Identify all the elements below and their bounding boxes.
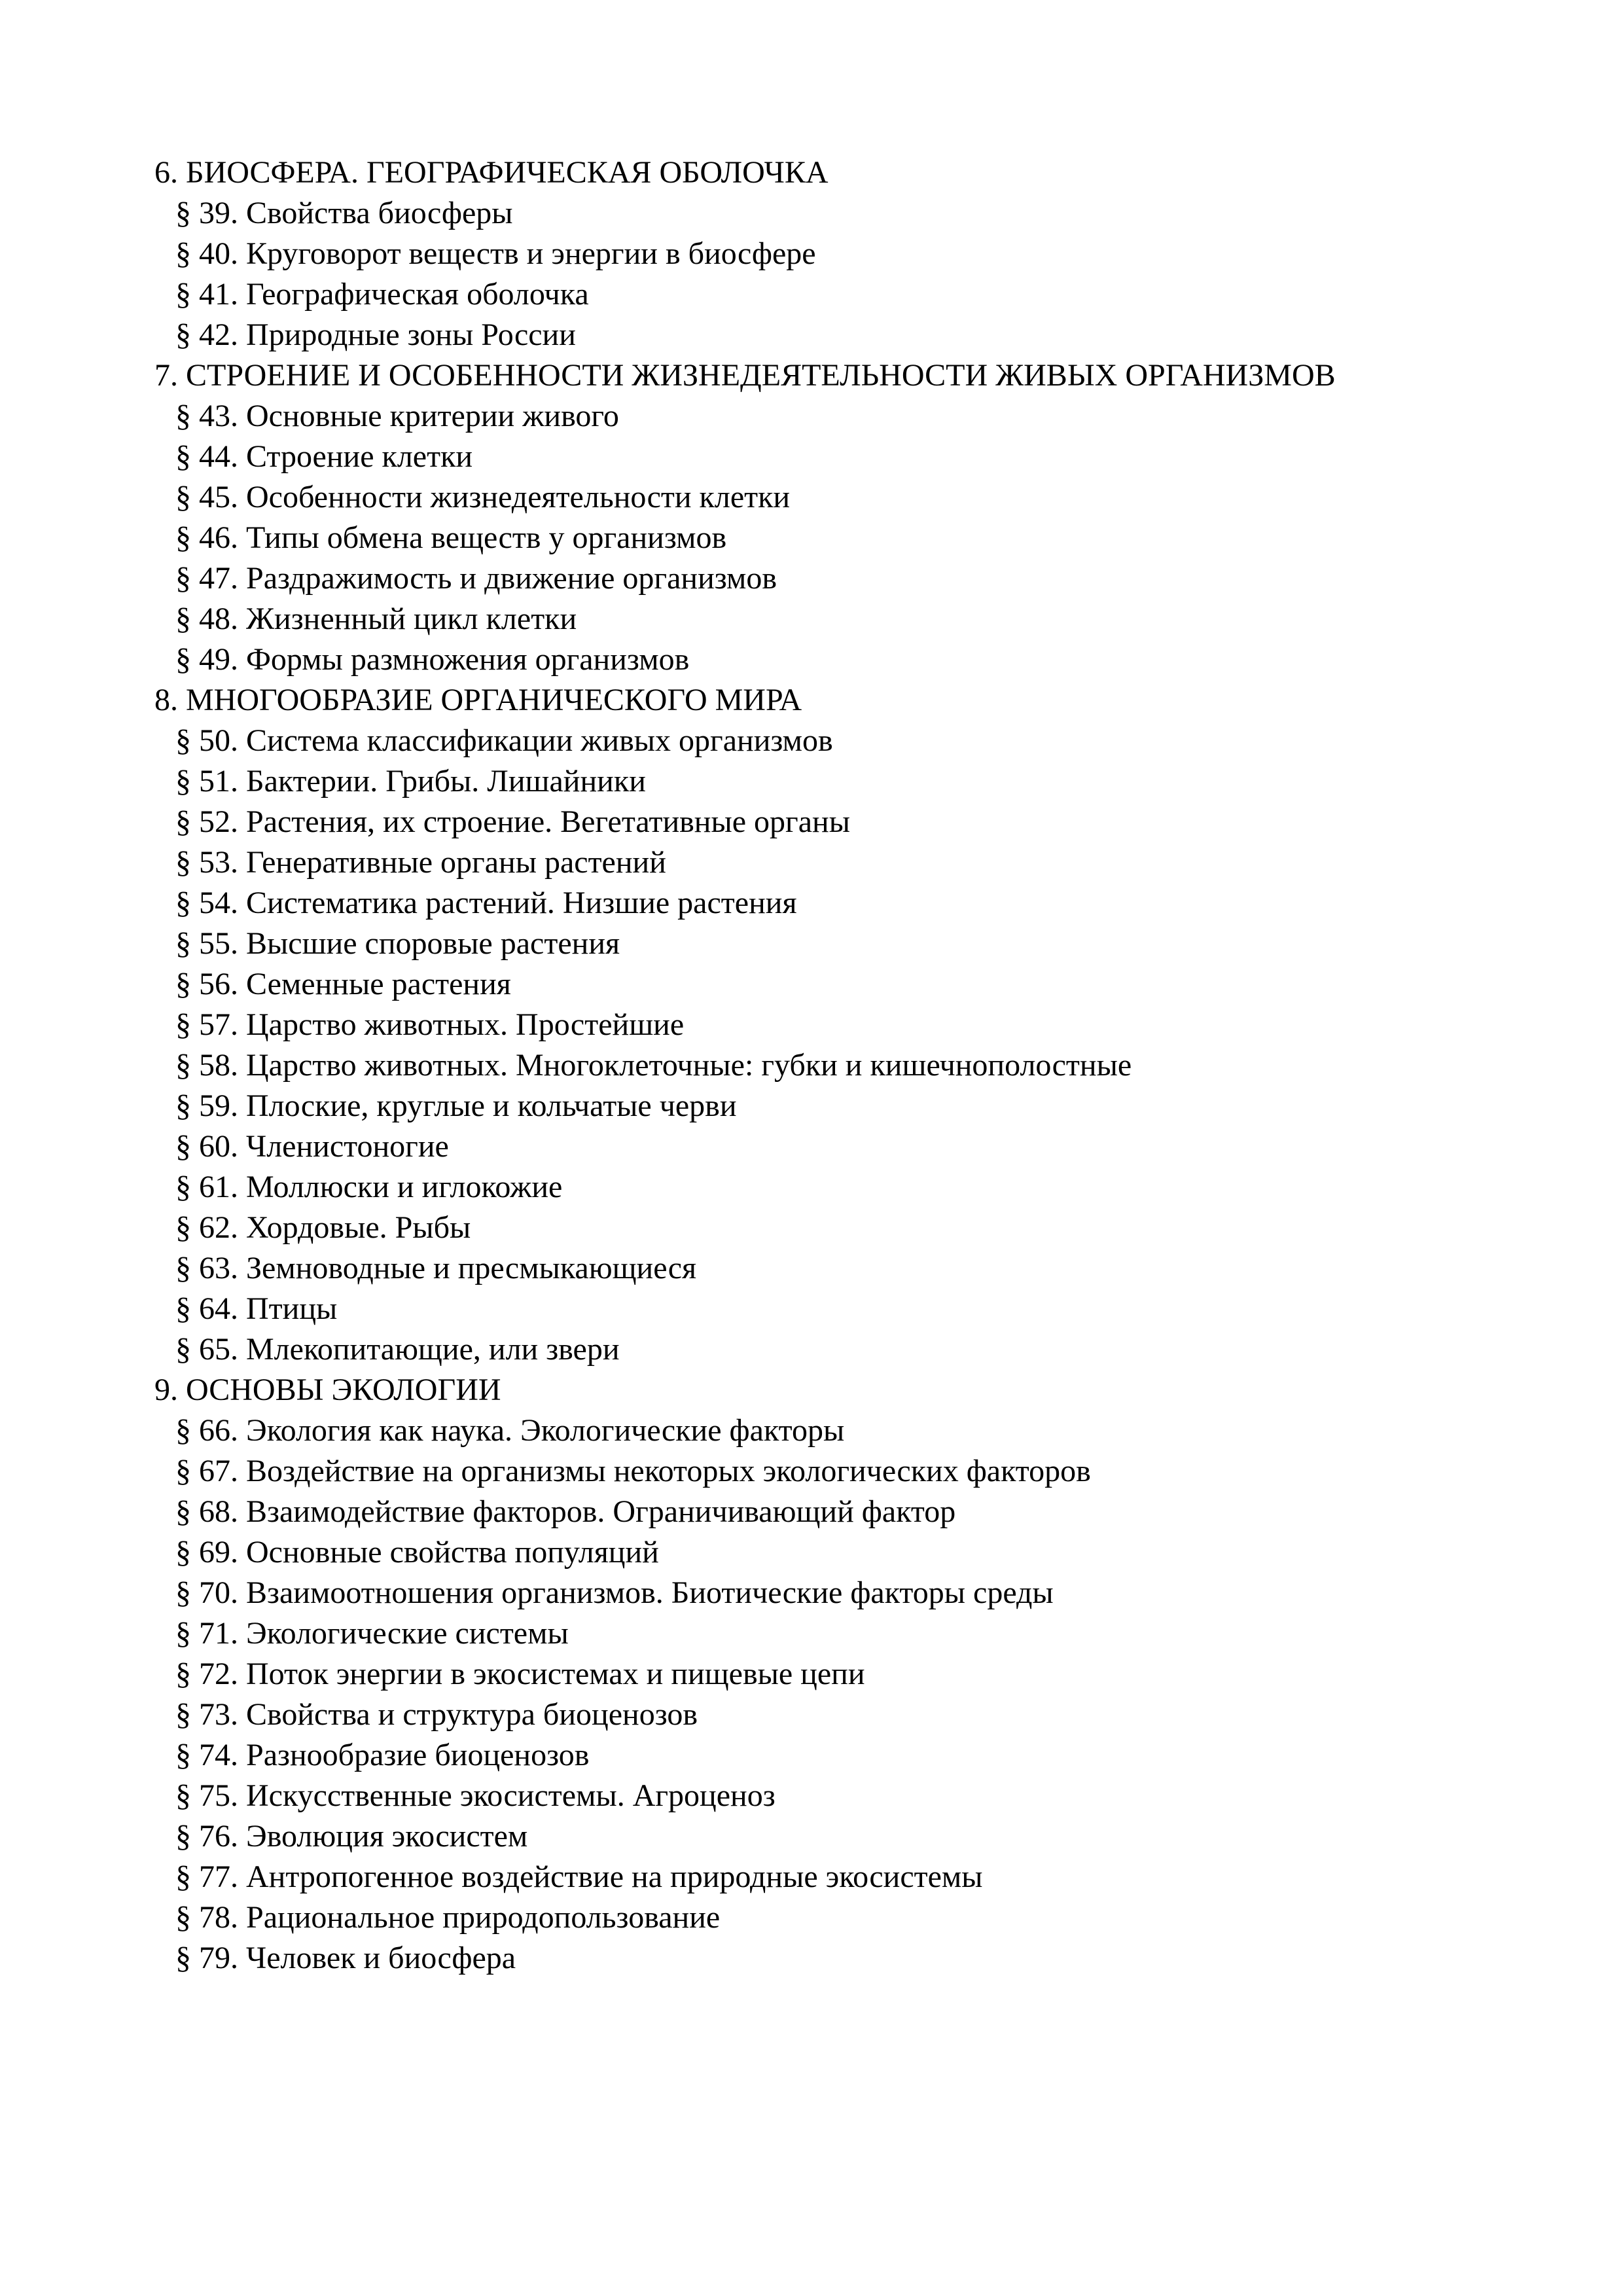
- section-item: § 39. Свойства биосферы: [175, 196, 513, 230]
- section-item: § 42. Природные зоны России: [175, 317, 576, 352]
- section-item: § 40. Круговорот веществ и энергии в биосфере: [175, 236, 816, 271]
- chapter-7: [154, 355, 1529, 680]
- section-item: § 48. Жизненный цикл клетки: [175, 601, 577, 636]
- chapter-title: 6. БИОСФЕРА. ГЕОГРАФИЧЕСКАЯ ОБОЛОЧКА: [154, 155, 829, 190]
- section-item: § 52. Растения, их строение. Вегетативные органы: [175, 804, 850, 839]
- section-item: § 70. Взаимоотношения организмов. Биотические факторы среды: [175, 1575, 1054, 1610]
- chapter-6: [154, 152, 1529, 355]
- section-item: § 65. Млекопитающие, или звери: [175, 1332, 620, 1367]
- section-item: § 53. Генеративные органы растений: [175, 845, 666, 880]
- section-item: § 76. Эволюция экосистем: [175, 1819, 528, 1854]
- chapter-title: 9. ОСНОВЫ ЭКОЛОГИИ: [154, 1372, 501, 1407]
- section-item: § 77. Антропогенное воздействие на природные экосистемы: [175, 1859, 983, 1894]
- section-list: [154, 193, 1529, 355]
- section-item: § 43. Основные критерии живого: [175, 399, 619, 433]
- section-item: § 45. Особенности жизнедеятельности клетки: [175, 480, 791, 514]
- section-item: § 61. Моллюски и иглокожие: [175, 1170, 563, 1204]
- section-item: § 78. Рациональное природопользование: [175, 1900, 721, 1935]
- section-item: § 79. Человек и биосфера: [175, 1941, 516, 1975]
- section-item: § 54. Систематика растений. Низшие растения: [175, 886, 797, 920]
- section-item: § 68. Взаимодействие факторов. Ограничивающий фактор: [175, 1494, 956, 1529]
- section-item: § 69. Основные свойства популяций: [175, 1535, 659, 1570]
- section-item: § 47. Раздражимость и движение организмов: [175, 561, 777, 596]
- section-list: [154, 721, 1529, 1370]
- section-item: § 72. Поток энергии в экосистемах и пищевые цепи: [175, 1657, 865, 1691]
- section-item: § 63. Земноводные и пресмыкающиеся: [175, 1251, 697, 1285]
- section-item: § 64. Птицы: [175, 1291, 338, 1326]
- section-item: § 55. Высшие споровые растения: [175, 926, 620, 961]
- section-item: § 74. Разнообразие биоценозов: [175, 1738, 590, 1772]
- section-item: § 67. Воздействие на организмы некоторых экологических факторов: [175, 1454, 1091, 1488]
- section-item: § 73. Свойства и структура биоценозов: [175, 1697, 698, 1732]
- chapter-9: [154, 1370, 1529, 1979]
- section-item: § 49. Формы размножения организмов: [175, 642, 690, 677]
- section-item: § 41. Географическая оболочка: [175, 277, 589, 312]
- section-item: § 71. Экологические системы: [175, 1616, 569, 1651]
- section-item: § 66. Экология как наука. Экологические факторы: [175, 1413, 845, 1448]
- section-item: § 50. Система классификации живых организмов: [175, 723, 833, 758]
- chapter-title: 8. МНОГООБРАЗИЕ ОРГАНИЧЕСКОГО МИРА: [154, 683, 802, 717]
- section-item: § 58. Царство животных. Многоклеточные: губки и кишечнополостные: [175, 1048, 1132, 1083]
- section-item: § 51. Бактерии. Грибы. Лишайники: [175, 764, 646, 798]
- chapter-8: [154, 680, 1529, 1370]
- section-item: § 59. Плоские, круглые и кольчатые черви: [175, 1088, 737, 1123]
- table-of-contents: [154, 152, 1529, 1979]
- section-item: § 75. Искусственные экосистемы. Агроценоз: [175, 1778, 776, 1813]
- section-list: [154, 396, 1529, 680]
- section-list: [154, 1410, 1529, 1979]
- chapter-title: 7. СТРОЕНИЕ И ОСОБЕННОСТИ ЖИЗНЕДЕЯТЕЛЬНОСТИ ЖИВЫХ ОРГАНИЗМОВ: [154, 358, 1336, 393]
- section-item: § 62. Хордовые. Рыбы: [175, 1210, 471, 1245]
- section-item: § 60. Членистоногие: [175, 1129, 449, 1164]
- section-item: § 46. Типы обмена веществ у организмов: [175, 520, 727, 555]
- section-item: § 44. Строение клетки: [175, 439, 473, 474]
- section-item: § 56. Семенные растения: [175, 967, 511, 1001]
- section-item: § 57. Царство животных. Простейшие: [175, 1007, 685, 1042]
